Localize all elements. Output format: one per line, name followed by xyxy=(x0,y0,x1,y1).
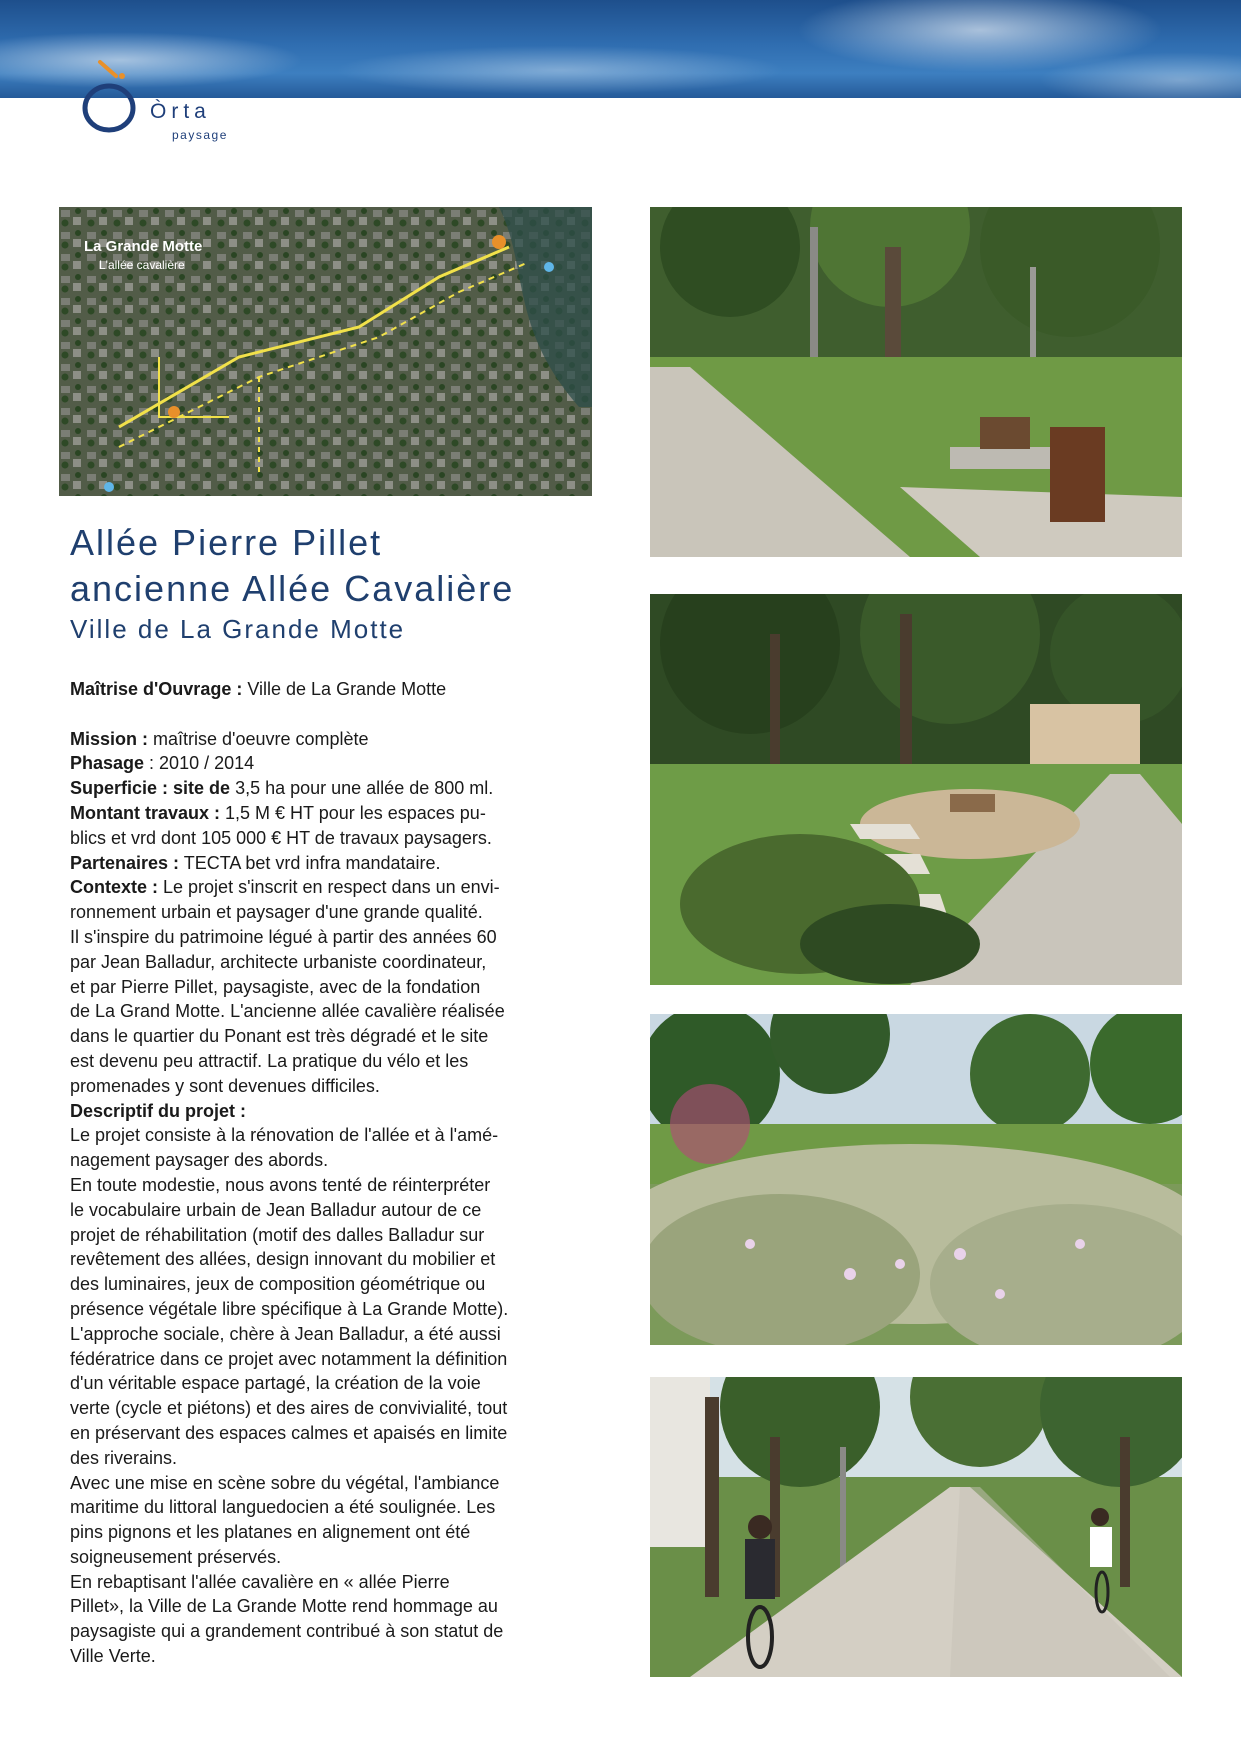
map-label-title: La Grande Motte xyxy=(84,238,203,255)
contexte-line: ronnement urbain et paysager d'une grande qualité. xyxy=(70,902,483,923)
phasage-label: Phasage xyxy=(70,753,145,774)
photo-flower-beds xyxy=(650,1014,1182,1345)
contexte-line: par Jean Balladur, architecte urbaniste coordinateur, xyxy=(70,951,487,972)
partenaires-label: Partenaires : xyxy=(70,852,180,873)
descriptif-line: fédératrice dans ce projet avec notamment la définition xyxy=(70,1348,508,1369)
contexte-label: Contexte : xyxy=(70,877,159,898)
title-line-3: Ville de La Grande Motte xyxy=(70,614,406,644)
contexte-line: est devenu peu attractif. La pratique du vélo et les xyxy=(70,1050,469,1071)
map-label-subtitle: L'allée cavalière xyxy=(99,258,185,272)
contexte-line: Le projet s'inscrit en respect dans un envi- xyxy=(158,877,500,898)
descriptif-line: paysagiste qui a grandement contribué à son statut de xyxy=(70,1621,504,1642)
descriptif-line: présence végétale libre spécifique à La Grande Motte). xyxy=(70,1298,509,1319)
phasage-value: : 2010 / 2014 xyxy=(144,753,255,774)
logo-subtitle: paysage xyxy=(172,128,228,142)
montant-line: 1,5 M € HT pour les espaces pu- xyxy=(220,802,486,823)
photo-park-bench xyxy=(650,207,1182,557)
project-title xyxy=(70,520,630,646)
descriptif-line: pins pignons et les platanes en alignement ont été xyxy=(70,1522,471,1543)
partenaires-value: TECTA bet vrd infra mandataire. xyxy=(179,852,441,873)
contexte-line: de La Grand Motte. L'ancienne allée cavalière réalisée xyxy=(70,1001,505,1022)
descriptif-line: soigneusement préservés. xyxy=(70,1546,282,1567)
descriptif-line: En toute modestie, nous avons tenté de réinterpréter xyxy=(70,1174,491,1195)
descriptif-line: d'un véritable espace partagé, la création de la voie xyxy=(70,1373,481,1394)
descriptif-line: projet de réhabilitation (motif des dalles Balladur sur xyxy=(70,1224,485,1245)
mission-label: Mission : xyxy=(70,728,149,749)
aerial-map-photo xyxy=(59,207,592,496)
project-description xyxy=(70,677,590,1669)
descriptif-line: nagement paysager des abords. xyxy=(70,1150,329,1171)
maitrise-value: Ville de La Grande Motte xyxy=(242,679,447,699)
montant-label: Montant travaux : xyxy=(70,802,221,823)
descriptif-label: Descriptif du projet : xyxy=(70,1100,247,1121)
descriptif-line: le vocabulaire urbain de Jean Balladur autour de ce xyxy=(70,1199,482,1220)
logo-name: Òrta xyxy=(150,100,211,123)
contexte-line: Il s'inspire du patrimoine légué à partir des années 60 xyxy=(70,926,497,947)
descriptif-line: verte (cycle et piétons) et des aires de convivialité, tout xyxy=(70,1398,508,1419)
descriptif-line: Le projet consiste à la rénovation de l'allée et à l'amé- xyxy=(70,1125,499,1146)
contexte-line: promenades y sont devenues difficiles. xyxy=(70,1075,380,1096)
descriptif-line: Pillet», la Ville de La Grande Motte rend hommage au xyxy=(70,1596,498,1617)
descriptif-line: revêtement des allées, design innovant du mobilier et xyxy=(70,1249,496,1270)
photo-garden-slabs xyxy=(650,594,1182,985)
descriptif-line: des riverains. xyxy=(70,1447,178,1468)
superficie-label: Superficie : site de xyxy=(70,778,231,799)
descriptif-line: L'approche sociale, chère à Jean Balladur, a été aussi xyxy=(70,1323,501,1344)
descriptif-line: en préservant des espaces calmes et apaisés en limite xyxy=(70,1422,508,1443)
descriptif-line: Avec une mise en scène sobre du végétal, l'ambiance xyxy=(70,1472,500,1493)
superficie-value: 3,5 ha pour une allée de 800 ml. xyxy=(230,778,494,799)
title-line-2: ancienne Allée Cavalière xyxy=(70,568,515,609)
orta-paysage-logo xyxy=(82,58,252,144)
title-line-1: Allée Pierre Pillet xyxy=(70,522,383,563)
mission-value: maîtrise d'oeuvre complète xyxy=(148,728,369,749)
descriptif-line: des luminaires, jeux de composition géométrique ou xyxy=(70,1274,486,1295)
maitrise-label: Maîtrise d'Ouvrage : xyxy=(70,679,243,699)
photo-cyclists-path xyxy=(650,1377,1182,1677)
contexte-line: et par Pierre Pillet, paysagiste, avec de la fondation xyxy=(70,976,481,997)
descriptif-line: En rebaptisant l'allée cavalière en « allée Pierre xyxy=(70,1571,450,1592)
contexte-line: dans le quartier du Ponant est très dégradé et le site xyxy=(70,1026,489,1047)
descriptif-line: maritime du littoral languedocien a été soulignée. Les xyxy=(70,1497,496,1518)
montant-line: blics et vrd dont 105 000 € HT de travaux paysagers. xyxy=(70,827,492,848)
descriptif-line: Ville Verte. xyxy=(70,1646,156,1667)
